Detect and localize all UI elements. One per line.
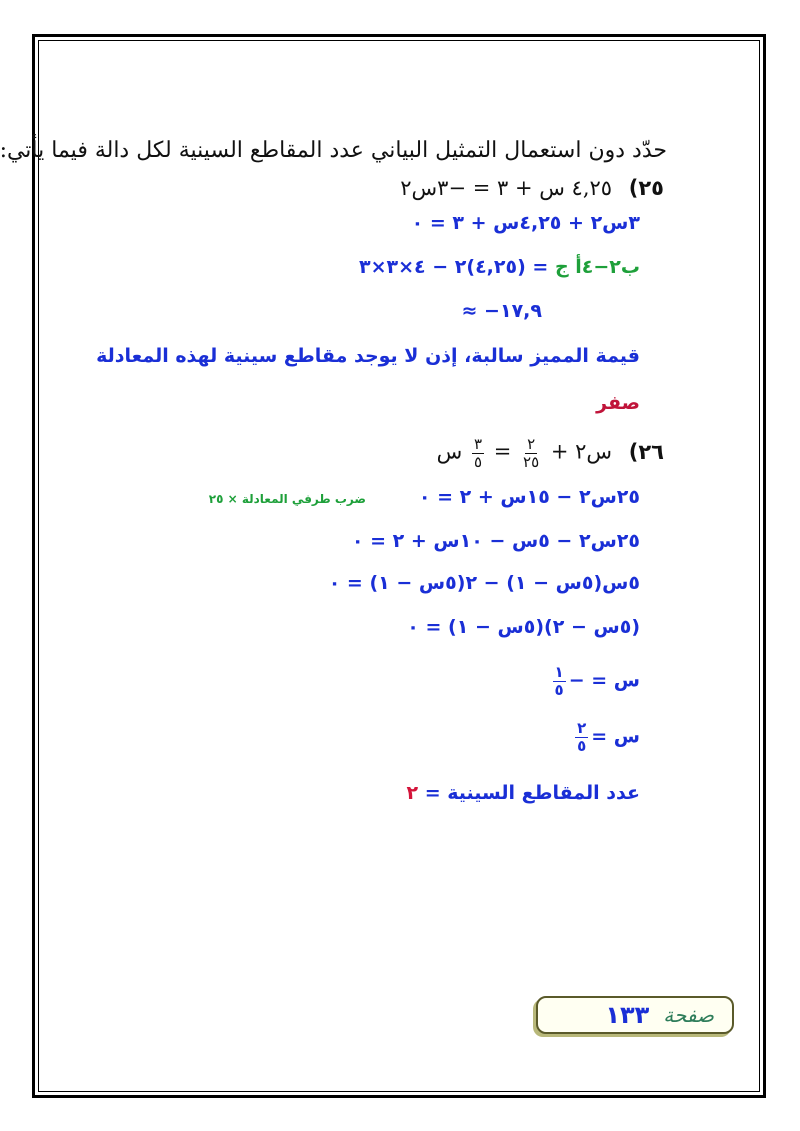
discriminant-value: ≈ −١٧,٩ (461, 300, 542, 322)
count-value: ٢ (406, 782, 419, 804)
problem-equation: ٤,٢٥ س + ٣ = −٣س٢ (400, 176, 613, 200)
problem-number: ٢٥) (628, 176, 664, 200)
page-number: ١٣٣ (605, 1001, 650, 1029)
root-2: س = $\frac{٢}{٥}$ (577, 719, 640, 755)
root-1: س = − $\frac{١}{٥}$ (554, 663, 640, 699)
answer-zero: صفر (596, 392, 640, 414)
discriminant-label: ب٢−٤أ ج (554, 256, 640, 278)
step-2: ٢٥س٢ − ٥س − ١٠س + ٢ = ٠ (351, 530, 640, 552)
lhs: س٢ + (550, 439, 613, 464)
equals: = (493, 439, 512, 464)
discriminant-expression: = (٤,٢٥)٢ − ٤×٣×٣ (358, 256, 549, 278)
intercept-count (406, 782, 640, 804)
fraction: $\frac{٢}{٢٥}$ (523, 435, 540, 471)
conclusion-text: قيمة المميز سالبة، إذن لا يوجد مقاطع سينية لهذه المعادلة (96, 345, 640, 367)
page-number-badge (536, 996, 734, 1034)
step-1: ٢٥س٢ − ١٥س + ٢ = ٠ (418, 486, 640, 508)
problem-number: ٢٦) (628, 439, 664, 464)
problem-25 (400, 176, 664, 200)
rhs-var: س (436, 439, 463, 464)
exercise-heading: حدّد دون استعمال التمثيل البياني عدد المقاطع السينية لكل دالة فيما يأتي: (0, 138, 667, 163)
step-3: ٥س(٥س − ١) − ٢(٥س − ١) = ٠ (328, 572, 640, 594)
problem-26 (437, 436, 664, 470)
page-label: صفحة (663, 1003, 714, 1027)
count-label: عدد المقاطع السينية = (424, 782, 640, 804)
step-standard-form: ٣س٢ + ٤,٢٥س + ٣ = ٠ (411, 212, 640, 234)
fraction: $\frac{٣}{٥}$ (474, 435, 483, 471)
side-note: ضرب طرفي المعادلة × ٢٥ (208, 492, 366, 506)
step-4: (٥س − ٢)(٥س − ١) = ٠ (407, 616, 640, 638)
discriminant-line (359, 256, 640, 278)
